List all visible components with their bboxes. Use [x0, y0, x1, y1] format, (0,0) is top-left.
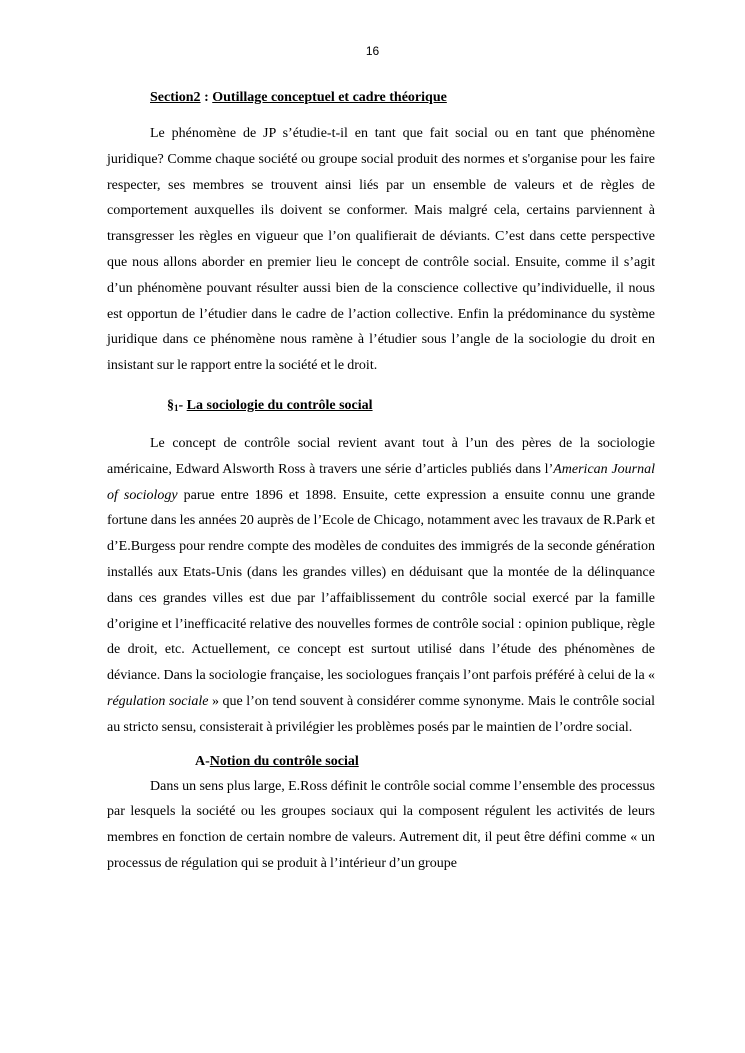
paragraph-notion: Dans un sens plus large, E.Ross définit le contrôle social comme l’ensemble des processus par lesquels la société ou les groupes sociaux qui la composent régulent les activités de leurs membres en fonction de certain nombre de valeurs. Autrement dit, il peut être défini comme « un processus de régulation qui se produit à l’intérieur d’un groupe — [107, 778, 655, 871]
subsection-title: La sociologie du contrôle social — [186, 397, 373, 413]
paragraph-2-part-2: parue entre 1896 et 1898. Ensuite, cette expression a ensuite connu une grande fortune dans les années 20 auprès de l’Ecole de Chicago, notamment avec les travaux de R.Park et d’E.Burgess pour rendre compte des modèles de conduites des immigrés de la seconde génération installés aux Etats-Unis (dans les grandes villes) en déduisant que la montée de la délinquance dans ces grandes villes est due par l’affaiblissement du contrôle social exercé par la famille d’origine et l’inefficacité relative des nouvelles formes de contrôle social : opinion publique, règle de droit, etc. Actuellement, ce concept est surtout utilisé dans l’étude des phénomènes de déviance. Dans la sociologie française, les sociologues français l’ont parfois préféré à celui de la « — [107, 487, 655, 684]
subsection-heading — [107, 396, 655, 418]
document-body — [107, 88, 655, 877]
paragraph-2-part-3: » que l’on tend souvent à considérer comme synonyme. Mais le contrôle social au stricto sensu, consisterait à privilégier les problèmes posés par le maintien de l’ordre social. — [107, 693, 655, 735]
paragraph-2-part-1: Le concept de contrôle social revient avant tout à l’un des pères de la sociologie américaine, Edward Alsworth Ross à travers une série d’articles publiés dans l’ — [107, 435, 655, 477]
page-number: 16 — [365, 44, 380, 58]
paragraph-control-social-origin — [107, 431, 655, 741]
subsection-dash: - — [178, 397, 187, 413]
section-heading — [107, 88, 655, 108]
subsubsection-heading — [107, 752, 655, 772]
subsubsection-label: A- — [195, 753, 210, 769]
section-label: Section2 — [150, 90, 201, 105]
journal-title: American Journal of sociology — [107, 461, 655, 503]
section-symbol: § — [167, 397, 174, 413]
section-separator: : — [200, 90, 213, 105]
subsection-number: 1 — [174, 402, 179, 413]
section-title: Outillage conceptuel et cadre théorique — [212, 90, 447, 105]
subsubsection-title: Notion du contrôle social — [209, 753, 359, 769]
intro-paragraph: Le phénomène de JP s’étudie-t-il en tant que fait social ou en tant que phénomène juridique? Comme chaque société ou groupe social produit des normes et s'organise pour les faire respecter, ses membres se trouvent ainsi liés par un ensemble de valeurs et de règles de comportement auxquelles ils doivent se conformer. Mais malgré cela, certains parviennent à transgresser les règles en vigueur que l’on qualifierait de déviants. C’est dans cette perspective que nous allons aborder en premier lieu le concept de contrôle social. Ensuite, comme il s’agit d’un phénomène pouvant résulter aussi bien de la conscience collective qu’individuelle, il nous est opportun de l’étudier dans le cadre de l’action collective. Enfin la prédominance du système juridique dans ce phénomène nous ramène à l’étudier sous l’angle de la sociologie du droit en insistant sur le rapport entre la société et le droit. — [107, 126, 655, 374]
emphasis-regulation-sociale: régulation sociale — [107, 693, 209, 709]
